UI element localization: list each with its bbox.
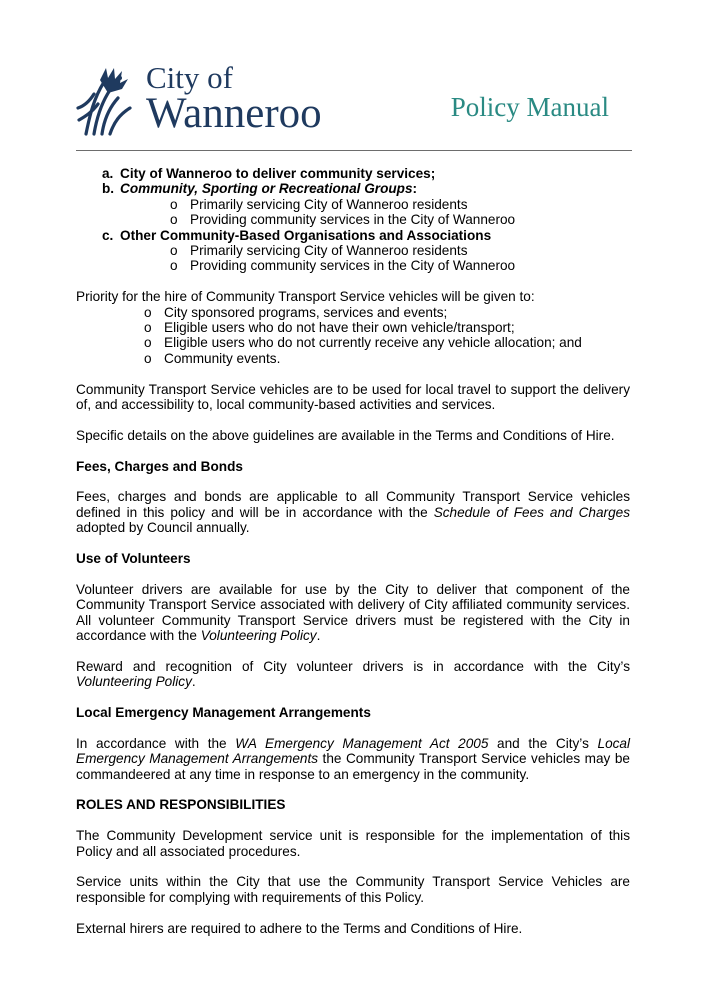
sub-list-item-text: Primarily servicing City of Wanneroo residents	[190, 196, 468, 212]
sub-list-item	[102, 243, 630, 258]
text-run-italic: Volunteering Policy	[76, 674, 192, 690]
bullet-icon: o	[170, 196, 178, 212]
priority-item-text: Eligible users who do not have their own vehicle/transport;	[164, 320, 515, 336]
document-body	[76, 166, 630, 951]
list-marker: c.	[102, 227, 114, 243]
text-run: the Community Transport Service vehicles may be commandeered at any time in response to an emergency in the community.	[76, 751, 630, 782]
list-item-text-italic: Community, Sporting or Recreational Groups	[120, 181, 413, 197]
text-run: .	[316, 628, 321, 644]
list-item-text: City of Wanneroo to deliver community services;	[120, 166, 436, 181]
priority-item	[76, 351, 630, 366]
list-item-text	[102, 181, 630, 196]
logo-text-city-of: City of	[146, 60, 233, 95]
text-run-italic: Volunteering Policy	[200, 628, 317, 644]
document-title: Policy Manual	[450, 92, 609, 122]
list-item-text: Other Community-Based Organisations and Associations	[120, 227, 492, 243]
priority-item	[76, 305, 630, 320]
priority-item-text: Community events.	[164, 350, 281, 366]
text-run: Volunteer drivers are available for use by the City to deliver that component of the Community Transport Service associated with delivery of City affiliated community services. All volunteer Community Transport Service drivers must be registered with the City in accordance with the	[76, 581, 630, 644]
list-marker: b.	[102, 181, 115, 197]
text-run: In accordance with the	[76, 735, 236, 751]
priority-item-text: City sponsored programs, services and events;	[164, 304, 448, 320]
text-run: Fees, charges and bonds are applicable to all Community Transport Service vehicles defined in this policy and will be in accordance with the	[76, 489, 630, 520]
roles-paragraph-2: Service units within the City that use the Community Transport Service Vehicles are responsible for complying with requirements of this Policy.	[76, 874, 630, 905]
header-divider	[76, 150, 632, 151]
priority-item	[76, 320, 630, 335]
fees-heading: Fees, Charges and Bonds	[76, 458, 243, 474]
emergency-paragraph	[76, 736, 630, 782]
roles-paragraph-1: The Community Development service unit is responsible for the implementation of this Policy and all associated procedures.	[76, 828, 630, 859]
volunteers-paragraph-2	[76, 659, 630, 690]
priority-intro: Priority for the hire of Community Transport Service vehicles will be given to:	[76, 289, 535, 305]
list-item-c	[76, 228, 630, 274]
sub-list	[102, 243, 630, 274]
bullet-icon: o	[144, 335, 152, 351]
bullet-icon: o	[144, 304, 152, 320]
text-run: and the City’s	[488, 735, 598, 751]
bullet-icon: o	[170, 212, 178, 228]
priority-item	[76, 335, 630, 350]
text-run-italic: Local Emergency Management Arrangements	[76, 735, 631, 767]
local-travel-paragraph: Community Transport Service vehicles are to be used for local travel to support the delivery of, and accessibility to, local community-based activities and services.	[76, 381, 630, 413]
priority-item-text: Eligible users who do not currently receive any vehicle allocation; and	[164, 335, 582, 351]
text-run: adopted by Council annually.	[76, 520, 250, 536]
specific-details-paragraph: Specific details on the above guidelines are available in the Terms and Conditions of Hire.	[76, 427, 615, 443]
roles-paragraph-3: External hirers are required to adhere to the Terms and Conditions of Hire.	[76, 920, 523, 936]
roles-heading: ROLES AND RESPONSIBILITIES	[76, 797, 286, 813]
page-header	[76, 60, 632, 152]
bullet-icon: o	[170, 243, 178, 259]
sub-list	[102, 197, 630, 228]
text-run: Reward and recognition of City volunteer drivers is in accordance with the City’s	[76, 658, 630, 674]
list-item-a	[76, 166, 630, 181]
text-run-italic: WA Emergency Management Act 2005	[235, 735, 489, 751]
city-logo-mark	[76, 64, 138, 136]
sub-list-item-text: Providing community services in the City of Wanneroo	[190, 212, 516, 228]
text-run-italic: Schedule of Fees and Charges	[433, 504, 630, 520]
bullet-icon: o	[144, 320, 152, 336]
sub-list-item	[102, 258, 630, 273]
logo-text-wanneroo: Wanneroo	[146, 90, 322, 137]
volunteers-heading: Use of Volunteers	[76, 551, 191, 567]
text-run: .	[191, 674, 196, 690]
sub-list-item-text: Providing community services in the City of Wanneroo	[190, 258, 516, 274]
list-item-b	[76, 181, 630, 227]
sub-list-item	[102, 197, 630, 212]
list-marker: a.	[102, 166, 114, 181]
list-item-colon: :	[412, 181, 418, 197]
sub-list-item-text: Primarily servicing City of Wanneroo residents	[190, 243, 468, 259]
priority-list	[76, 305, 630, 367]
emergency-heading: Local Emergency Management Arrangements	[76, 705, 371, 721]
fees-paragraph	[76, 489, 630, 535]
volunteers-paragraph-1	[76, 582, 630, 644]
bullet-icon: o	[170, 258, 178, 274]
sub-list-item	[102, 212, 630, 227]
bullet-icon: o	[144, 350, 152, 366]
eligibility-list	[76, 166, 630, 274]
